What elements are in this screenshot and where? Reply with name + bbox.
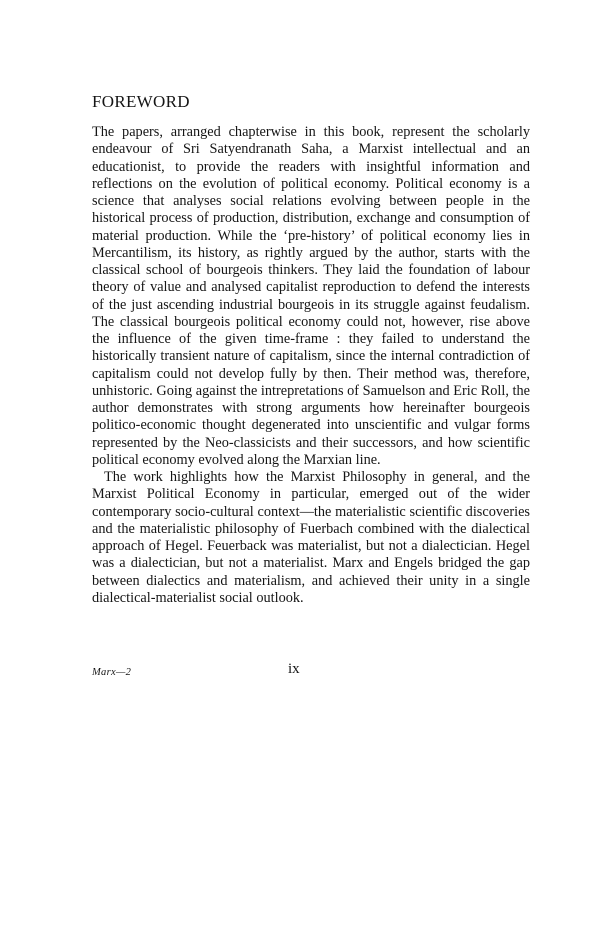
page-heading: FOREWORD [92, 92, 190, 111]
page-number: ix [288, 661, 300, 677]
foreword-body [92, 124, 530, 607]
paragraph-1: The papers, arranged chapterwise in this book, represent the scholarly endeavour of Sri Satyendranath Saha, a Marxist intellectual and an educationist, to provide the readers with insightful information and reflections on the evolution of political economy. Political economy is a science that analyses social relations evolving between people in the historical process of production, distribution, exchange and consumption of material production. While the ‘pre-history’ of political economy lies in Mercantilism, its history, as rightly argued by the author, starts with the classical school of bourgeois thinkers. They laid the foundation of labour theory of value and analysed capitalist reproduction to defend the interests of the just ascending industrial bourgeois in its struggle against feudalism. The classical bourgeois political economy could not, however, rise above the influence of the given time-frame : they failed to understand the historically transient nature of capitalism, since the internal contradiction of capitalism could not develop fully by then. Their method was, therefore, unhistoric. Going against the intrepretations of Samuelson and Eric Roll, the author demonstrates with strong arguments how hereinafter bourgeois politico-economic thought degenerated into unscientific and vulgar forms represented by the Neo-classicists and their successors, and how scientific political economy evolved along the Marxian line. [92, 124, 530, 468]
paragraph-2: The work highlights how the Marxist Philosophy in general, and the Marxist Political Economy in particular, emerged out of the wider contemporary socio-cultural context—the materialistic scientific discoveries and the materialistic philosophy of Fuerbach combined with the dialectical approach of Hegel. Feuerback was materialist, but not a dialectician. Hegel was a dialectician, but not a materialist. Marx and Engels bridged the gap between dialectics and materialism, and achieved their unity in a single dialectical-materialist social outlook. [92, 469, 530, 606]
signature-mark: Marx—2 [92, 667, 132, 678]
